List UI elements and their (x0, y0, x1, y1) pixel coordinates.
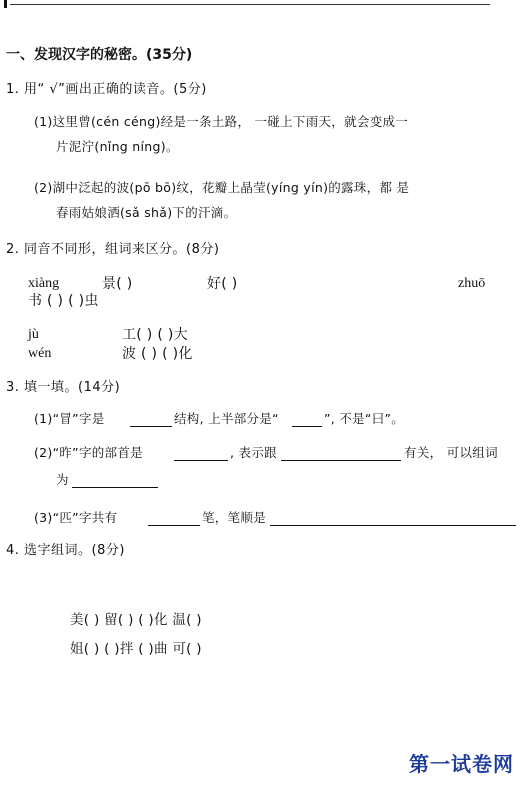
q3-blank-structure[interactable] (130, 426, 172, 427)
q2-pinyin-ju: jù (28, 327, 39, 342)
q3-item1-b: 结构, 上半部分是“ (174, 411, 279, 426)
question-4-title: 4. 选字组词。(8分) (6, 543, 125, 558)
q3-blank-radical[interactable] (174, 460, 228, 461)
header-cut-off-strip (10, 0, 490, 5)
question-1-title: 1. 用“ √”画出正确的读音。(5分) (6, 82, 207, 97)
q2-pinyin-zhuo: zhuō (458, 276, 486, 291)
q3-item2-c: 有关， 可以组词 (404, 445, 498, 460)
q3-item3-b: 笔，笔顺是 (202, 510, 267, 525)
q2-row1-b: 好( ) (207, 276, 238, 292)
q2-pinyin-wen: wén (28, 346, 52, 361)
q3-item2-d: 为 (56, 472, 69, 487)
q3-blank-related[interactable] (281, 460, 401, 461)
q1-item2-line1: (2)湖中泛起的波(pō bō)纹，花瓣上晶莹(yíng yín)的露珠，都 是 (34, 180, 410, 195)
q2-row2: 书 ( ) ( )虫 (28, 293, 99, 309)
q3-item1-c: ”, 不是“曰”。 (324, 411, 405, 426)
q3-item2-a: (2)“昨”字的部首是 (34, 445, 143, 460)
question-3-title: 3. 填一填。(14分) (6, 380, 121, 395)
question-2-title: 2. 同音不同形，组词来区分。(8分) (6, 242, 220, 257)
watermark-logo: 第一试卷网 (409, 752, 514, 776)
section-title: 一、发现汉字的秘密。(35分) (6, 47, 193, 63)
q2-row1-a: 景( ) (102, 276, 133, 292)
q3-item1-a: (1)“冒”字是 (34, 411, 105, 426)
q1-item1-line2: 片泥泞(nǐng níng)。 (56, 139, 179, 154)
q1-item2-line2: 春雨姑娘洒(sǎ shǎ)下的汗滴。 (56, 205, 237, 220)
q2-pinyin-xiang: xiàng (28, 276, 60, 291)
q4-row1: 美( ) 留( ) ( )化 温( ) (70, 612, 202, 628)
q3-blank-strokes[interactable] (148, 525, 200, 526)
header-edge-mark (4, 0, 7, 8)
q4-row2: 姐( ) ( )拌 ( )曲 可( ) (70, 641, 202, 657)
q1-item1-line1: (1)这里曾(cén céng)经是一条土路， 一碰上下雨天，就会变成一 (34, 114, 409, 129)
q3-blank-stroke-order[interactable] (270, 525, 516, 526)
q2-row4: 波 ( ) ( )化 (122, 346, 193, 362)
q2-row3: 工( ) ( )大 (122, 327, 188, 343)
q3-item3-a: (3)“匹”字共有 (34, 510, 118, 525)
q3-blank-upper-part[interactable] (292, 426, 322, 427)
q3-item2-b: , 表示跟 (230, 445, 277, 460)
q3-blank-word[interactable] (72, 487, 158, 488)
